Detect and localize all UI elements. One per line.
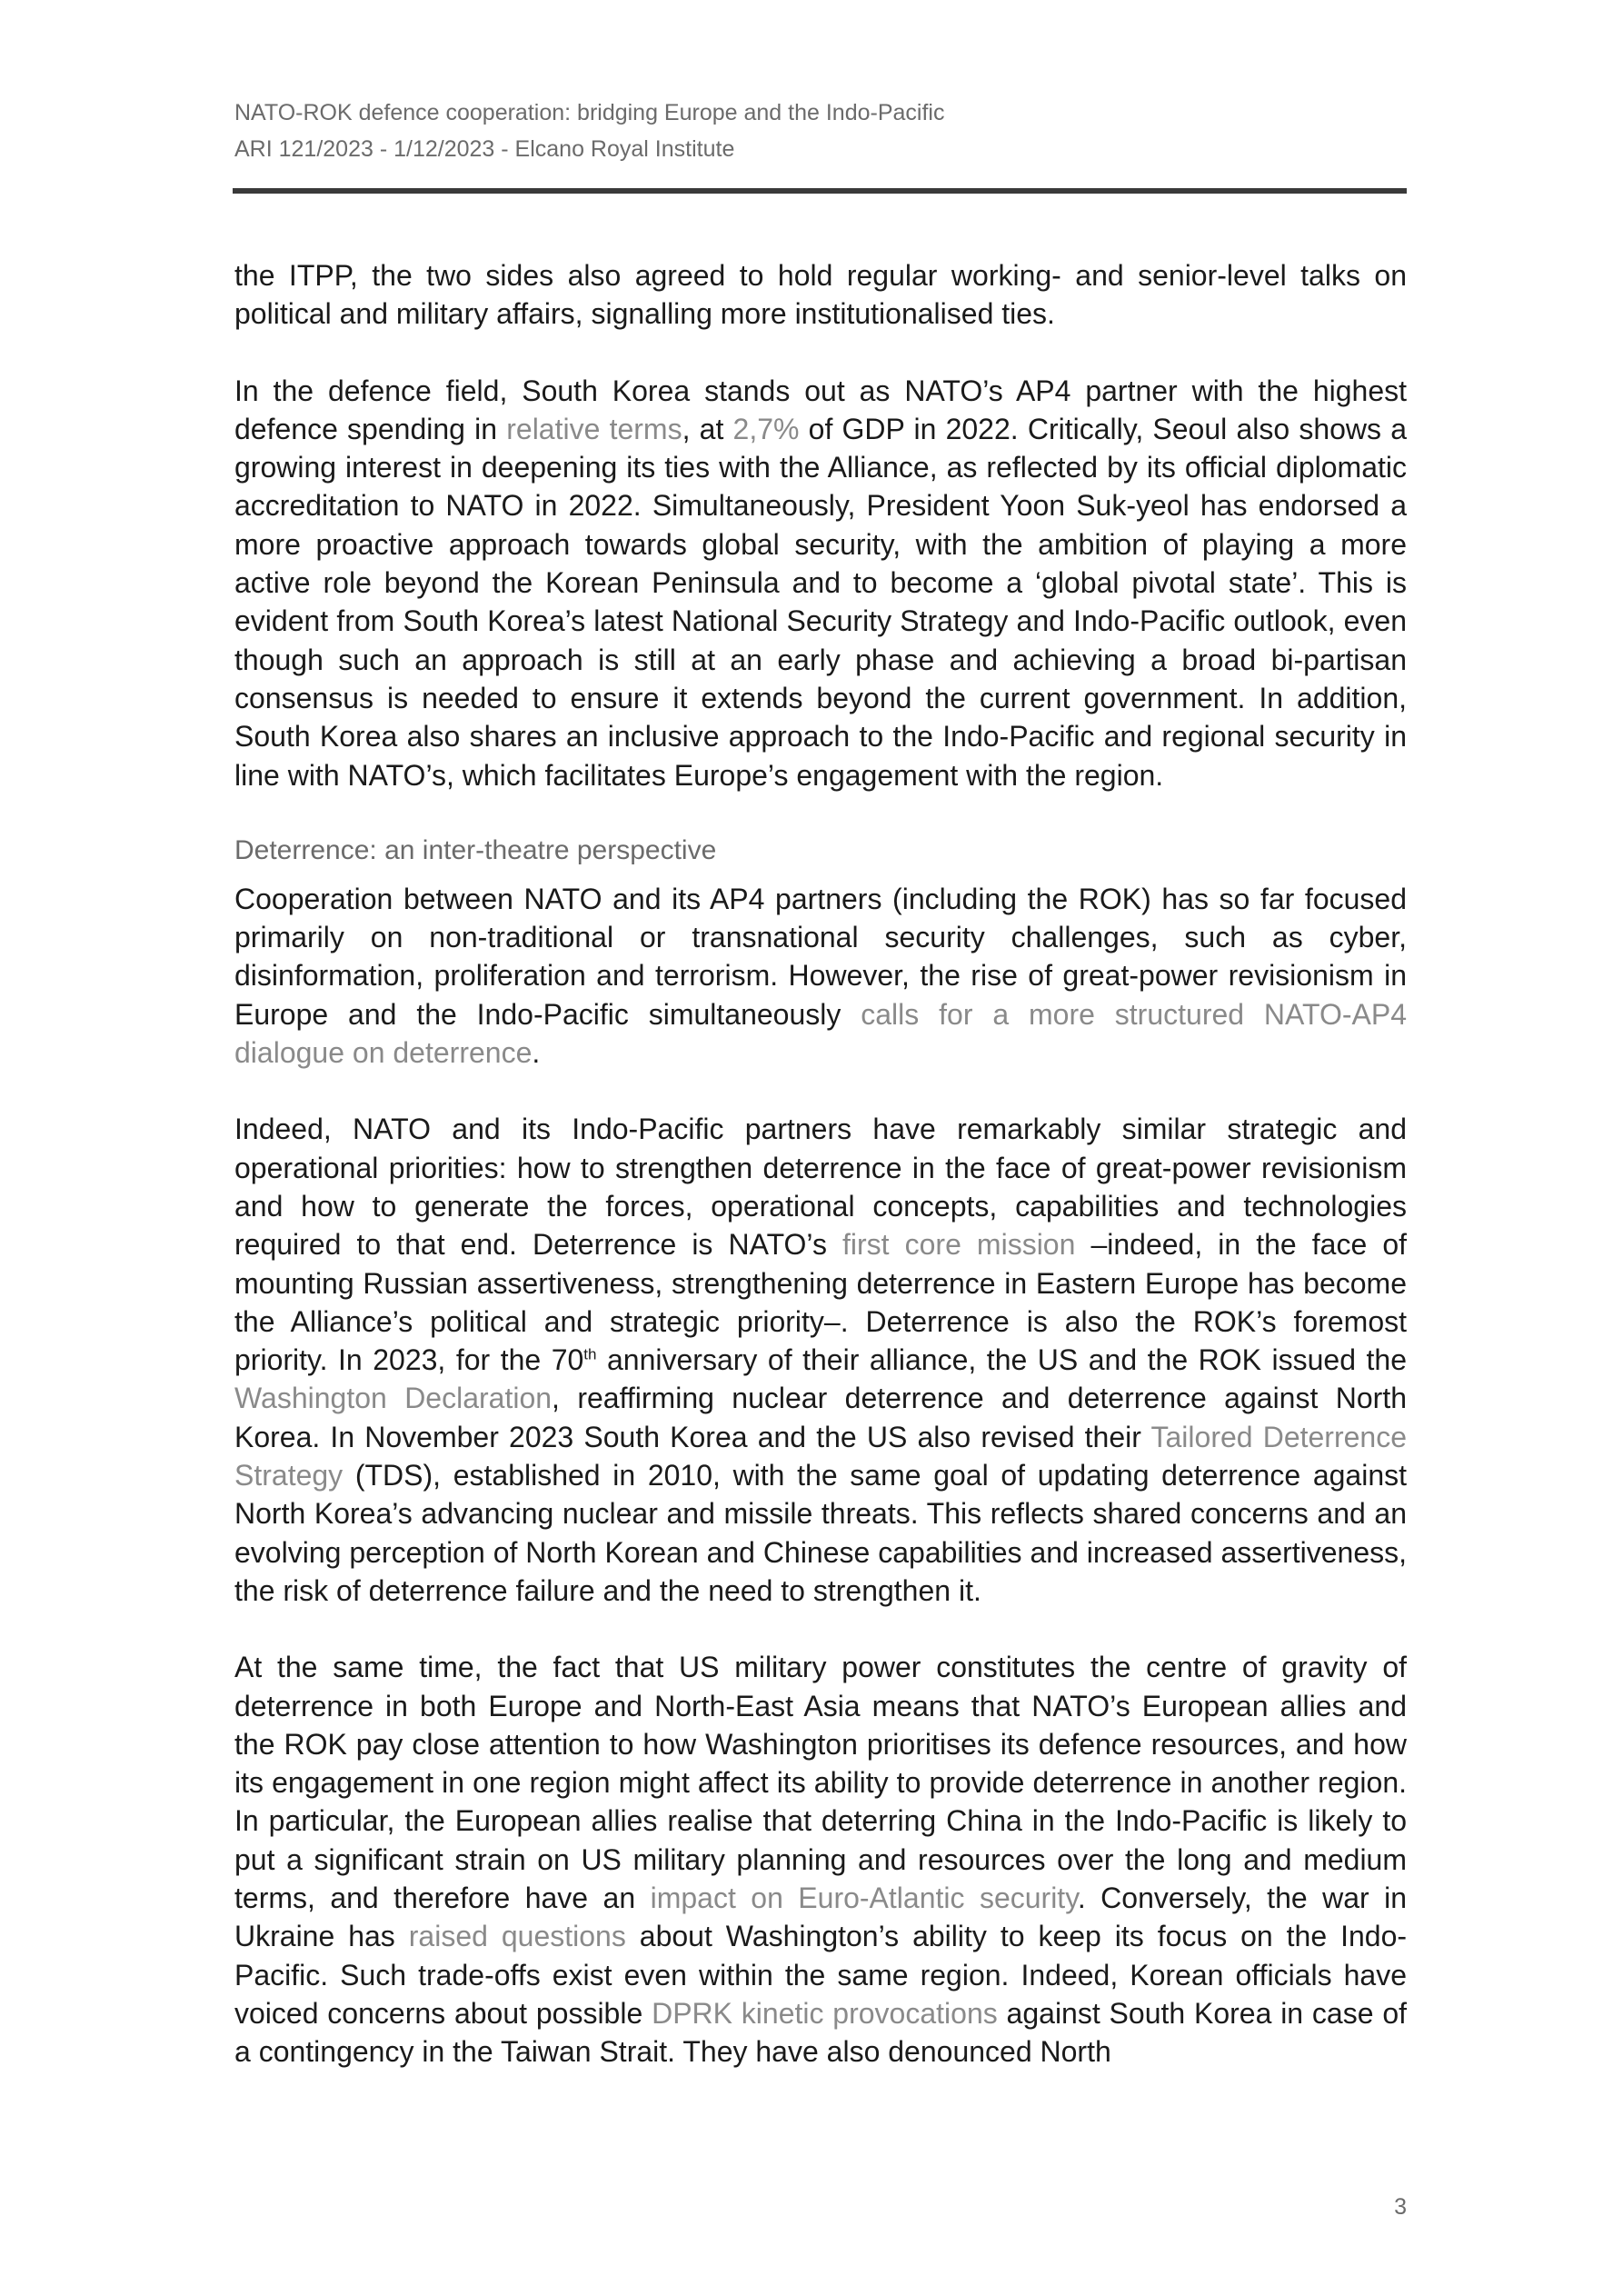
paragraph-defence-spending: In the defence field, South Korea stands out as NATO’s AP4 partner with the highest defence spending in relative terms, at 2,7% of GDP in 2022. Critically, Seoul also shows a growing interest in deepening its ties with the Alliance, as reflected by its official diplomatic accreditation to NATO in 2022. Simultaneously, President Yoon Suk-yeol has endorsed a more proactive approach towards global security, with the ambition of playing a more active role beyond the Korean Peninsula and to become a ‘global pivotal state’. This is evident from South Korea’s latest National Security Strategy and Indo-Pacific outlook, even though such an approach is still at an early phase and achieving a broad bi-partisan consensus is needed to ensure it extends beyond the current government. In addition, South Korea also shares an inclusive approach to the Indo-Pacific and regional security in line with NATO’s, which facilitates Europe’s engagement with the region. bbox=[234, 374, 1408, 792]
header-title: NATO-ROK defence cooperation: bridging Europe and the Indo-Pacific bbox=[234, 100, 945, 125]
link-euro-atlantic-security[interactable]: impact on Euro-Atlantic security bbox=[650, 1881, 1078, 1914]
header-divider bbox=[233, 188, 1407, 194]
link-raised-questions[interactable]: raised questions bbox=[408, 1920, 626, 1953]
link-washington-declaration[interactable]: Washington Declaration bbox=[234, 1382, 553, 1415]
link-tailored-deterrence-strategy[interactable]: Tailored Deterrence Strategy bbox=[234, 1420, 1408, 1492]
section-heading: Deterrence: an inter-theatre perspective bbox=[234, 834, 717, 865]
paragraph-us-military-power: At the same time, the fact that US military power constitutes the centre of gravity of deterrence in both Europe and North-East Asia means that NATO’s European allies and the ROK pay close attention to how Washington prioritises its defence resources, and how its engagement in one region might affect its ability to provide deterrence in another region. In particular, the European allies realise that deterring China in the Indo-Pacific is likely to put a significant strain on US military planning and resources over the long and medium terms, and therefore have an impact on Euro-Atlantic security. Conversely, the war in Ukraine has raised questions about Washington’s ability to keep its focus on the Indo-Pacific. Such trade-offs exist even within the same region. Indeed, Korean officials have voiced concerns about possible DPRK kinetic provocations against South Korea in case of a contingency in the Taiwan Strait. They have also denounced North bbox=[234, 1651, 1408, 2069]
paragraph-cooperation: Cooperation between NATO and its AP4 partners (including the ROK) has so far focused primarily on non-traditional or transnational security challenges, such as cyber, disinformation, proliferation and terrorism. However, the rise of great-power revisionism in Europe and the Indo-Pacific simultaneously calls for a more structured NATO-AP4 dialogue on deterrence. bbox=[234, 882, 1408, 1070]
link-nato-ap4-dialogue[interactable]: calls for a more structured NATO-AP4 dialogue on deterrence bbox=[234, 997, 1408, 1070]
superscript-ordinal: th bbox=[583, 1345, 597, 1363]
body-text bbox=[234, 256, 1407, 2071]
paragraph-priorities: Indeed, NATO and its Indo-Pacific partners have remarkably similar strategic and operational priorities: how to strengthen deterrence in the face of great-power revisionism and how to generate the forces, operational concepts, capabilities and technologies required to that end. Deterrence is NATO’s first core mission –indeed, in the face of mounting Russian assertiveness, strengthening deterrence in Eastern Europe has become the Alliance’s political and strategic priority–. Deterrence is also the ROK’s foremost priority. In 2023, for the 70th anniversary of their alliance, the US and the ROK issued the Washington Declaration, reaffirming nuclear deterrence and deterrence against North Korea. In November 2023 South Korea and the US also revised their Tailored Deterrence Strategy (TDS), established in 2010, with the same goal of updating deterrence against North Korea’s advancing nuclear and missile threats. This reflects shared concerns and an evolving perception of North Korean and Chinese capabilities and increased assertiveness, the risk of deterrence failure and the need to strengthen it. bbox=[234, 1113, 1408, 1607]
link-dprk-provocations[interactable]: DPRK kinetic provocations bbox=[652, 1996, 998, 2030]
header-subtitle: ARI 121/2023 - 1/12/2023 - Elcano Royal Institute bbox=[234, 136, 735, 162]
paragraph-itpp: the ITPP, the two sides also agreed to hold regular working- and senior-level talks on political and military affairs, signalling more institutionalised ties. bbox=[234, 259, 1407, 331]
running-header bbox=[234, 95, 1407, 167]
page-number: 3 bbox=[1394, 2194, 1407, 2220]
link-gdp-share[interactable]: 2,7% bbox=[732, 412, 800, 445]
link-relative-terms[interactable]: relative terms bbox=[506, 412, 682, 445]
link-first-core-mission[interactable]: first core mission bbox=[842, 1228, 1076, 1262]
